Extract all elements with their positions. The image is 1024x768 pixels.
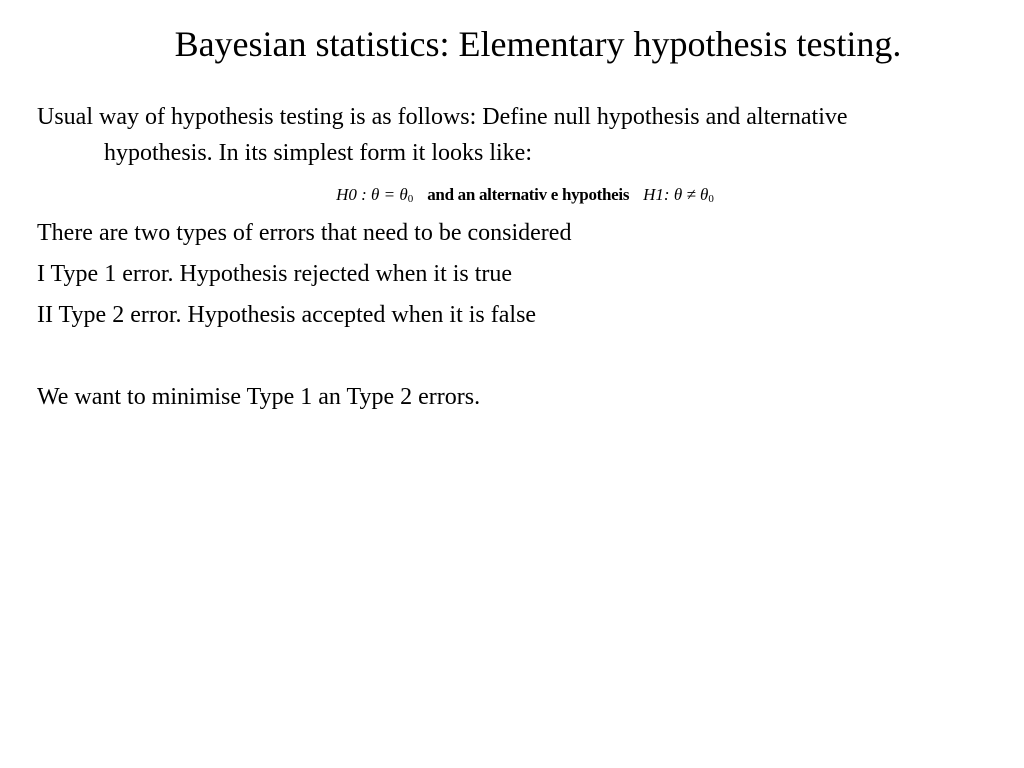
intro-line-2: hypothesis. In its simplest form it looks like:: [104, 140, 532, 166]
type-1-error: I Type 1 error. Hypothesis rejected when it is true: [37, 261, 513, 287]
errors-intro: There are two types of errors that need to be considered: [37, 220, 572, 246]
intro-line-1: Usual way of hypothesis testing is as follows: Define null hypothesis and alternative: [37, 104, 848, 130]
hypothesis-connector: and an alternativ e hypotheis: [427, 185, 630, 204]
hypothesis-formula: [0, 182, 1024, 212]
conclusion: We want to minimise Type 1 an Type 2 errors.: [37, 384, 481, 410]
type-2-error: II Type 2 error. Hypothesis accepted when it is false: [37, 302, 537, 328]
alternative-hypothesis: H1: $\theta \ne \theta_0$: [643, 185, 714, 205]
null-hypothesis: H0 : $\theta = \theta_0$: [336, 185, 414, 205]
slide-title: Bayesian statistics: Elementary hypothesis testing.: [174, 24, 902, 64]
